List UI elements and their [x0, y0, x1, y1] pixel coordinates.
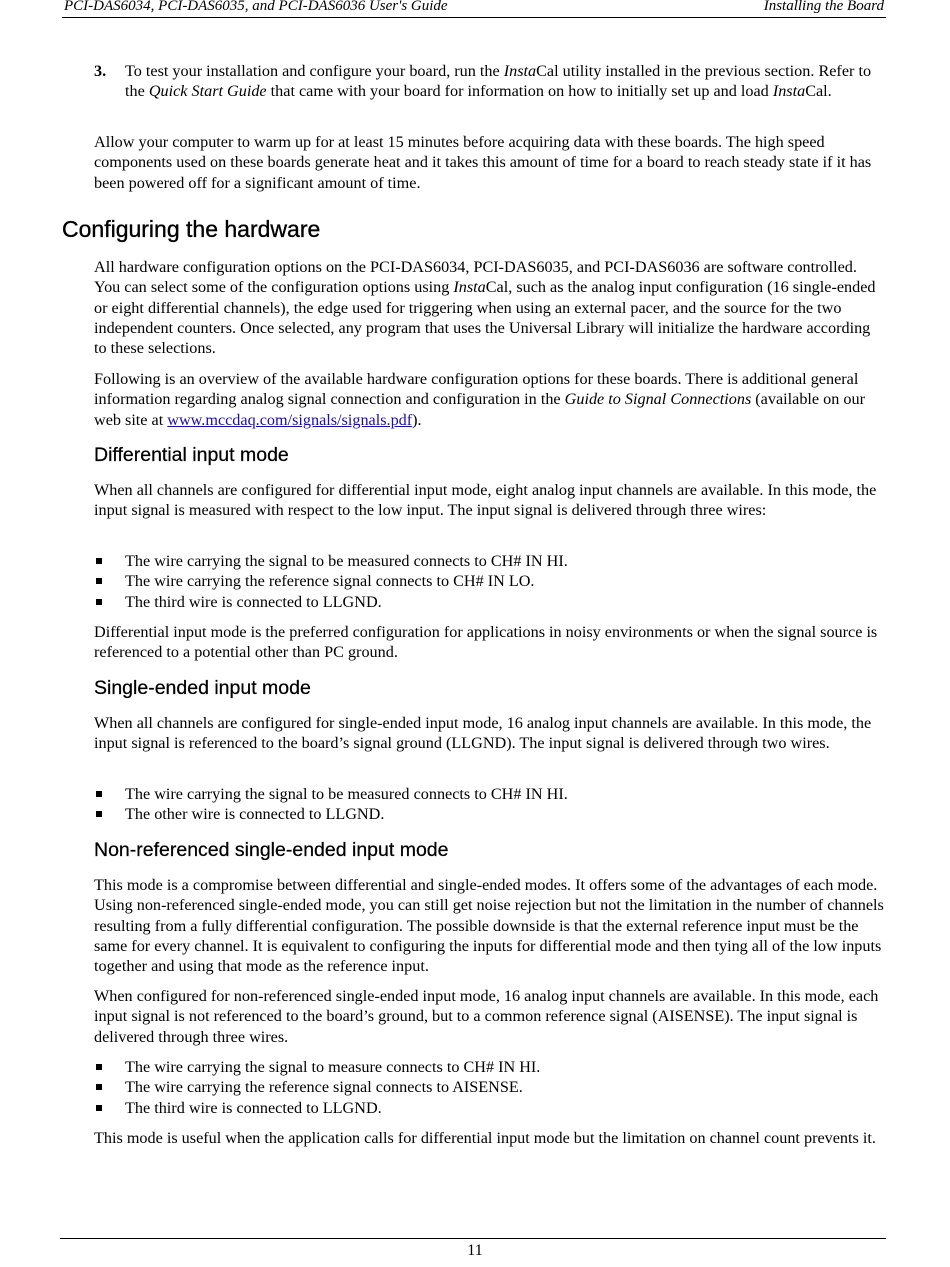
nrse-wire-list: [94, 1057, 884, 1118]
differential-wire-list: [94, 551, 884, 612]
list-item: The other wire is connected to LLGND.: [94, 804, 884, 824]
header-doc-title: PCI-DAS6034, PCI-DAS6035, and PCI-DAS6036 User's Guide: [64, 0, 448, 14]
list-item: The wire carrying the signal to be measured connects to CH# IN HI.: [94, 551, 884, 571]
step-number: 3.: [94, 62, 107, 80]
config-overview-paragraph: Following is an overview of the available hardware configuration options for these boards. There is additional general information regarding analog signal connection and configuration in the Guide to Signal Connections (available on our web site at www.mccdaq.com/signals/signals.pdf).: [94, 370, 865, 429]
nrse-paragraph-2: When configured for non-referenced single-ended input mode, 16 analog input channels are available. In this mode, each input signal is not referenced to the board’s ground, but to a common reference signal (AISENSE). The input signal is delivered through three wires.: [94, 987, 879, 1046]
list-item: The wire carrying the signal to measure connects to CH# IN HI.: [94, 1057, 884, 1077]
config-intro-paragraph: All hardware configuration options on the PCI-DAS6034, PCI-DAS6035, and PCI-DAS6036 are software controlled. You can select some of the configuration options using InstaCal, such as the analog input configuration (16 single-ended or eight differential channels), the edge used for triggering when using an external pacer, and the source for the two independent counters. Once selected, any program that uses the Universal Library will initialize the hardware according to these selections.: [94, 258, 876, 358]
footer-divider: [60, 1238, 886, 1239]
differential-heading: Differential input mode: [94, 444, 289, 466]
page-number: 11: [467, 1242, 483, 1259]
single-ended-wire-list: [94, 784, 884, 825]
step-3-text: To test your installation and configure your board, run the InstaCal utility installed in the previous section. Refer to the Quick Start Guide that came with your board for information on how to initially set up and load InstaCal.: [125, 62, 872, 101]
section-title: Configuring the hardware: [62, 216, 321, 242]
nrse-heading: Non-referenced single-ended input mode: [94, 839, 449, 861]
list-item: The third wire is connected to LLGND.: [94, 592, 884, 612]
running-header: [62, 0, 886, 18]
single-ended-intro: When all channels are configured for single-ended input mode, 16 analog input channels are available. In this mode, the input signal is referenced to the board’s signal ground (LLGND). The input signal is delivered through two wires.: [94, 714, 872, 753]
single-ended-heading: Single-ended input mode: [94, 677, 311, 699]
nrse-closing: This mode is useful when the application calls for differential input mode but the limitation on channel count prevents it.: [94, 1129, 876, 1147]
list-item: The third wire is connected to LLGND.: [94, 1098, 884, 1118]
list-item: The wire carrying the reference signal connects to AISENSE.: [94, 1077, 884, 1097]
warmup-paragraph: Allow your computer to warm up for at least 15 minutes before acquiring data with these boards. The high speed components used on these boards generate heat and it takes this amount of time for a board to reach steady state if it has been powered off for a significant amount of time.: [94, 133, 872, 192]
list-item: The wire carrying the signal to be measured connects to CH# IN HI.: [94, 784, 884, 804]
differential-intro: When all channels are configured for differential input mode, eight analog input channels are available. In this mode, the input signal is measured with respect to the low input. The input signal is delivered through three wires:: [94, 481, 877, 520]
nrse-paragraph-1: This mode is a compromise between differential and single-ended modes. It offers some of the advantages of each mode. Using non-referenced single-ended mode, you can still get noise rejection but not the limitation in the number of channels resulting from a fully differential configuration. The possible downside is that the external reference input must be the same for every channel. It is equivalent to configuring the inputs for differential mode and then tying all of the low inputs together and using that mode as the reference input.: [94, 876, 884, 976]
signals-pdf-link[interactable]: www.mccdaq.com/signals/signals.pdf: [167, 410, 413, 429]
differential-closing: Differential input mode is the preferred configuration for applications in noisy environments or when the signal source is referenced to a potential other than PC ground.: [94, 623, 878, 662]
header-chapter-title: Installing the Board: [763, 0, 884, 14]
list-item: The wire carrying the reference signal connects to CH# IN LO.: [94, 571, 884, 591]
step-3: [94, 61, 884, 102]
